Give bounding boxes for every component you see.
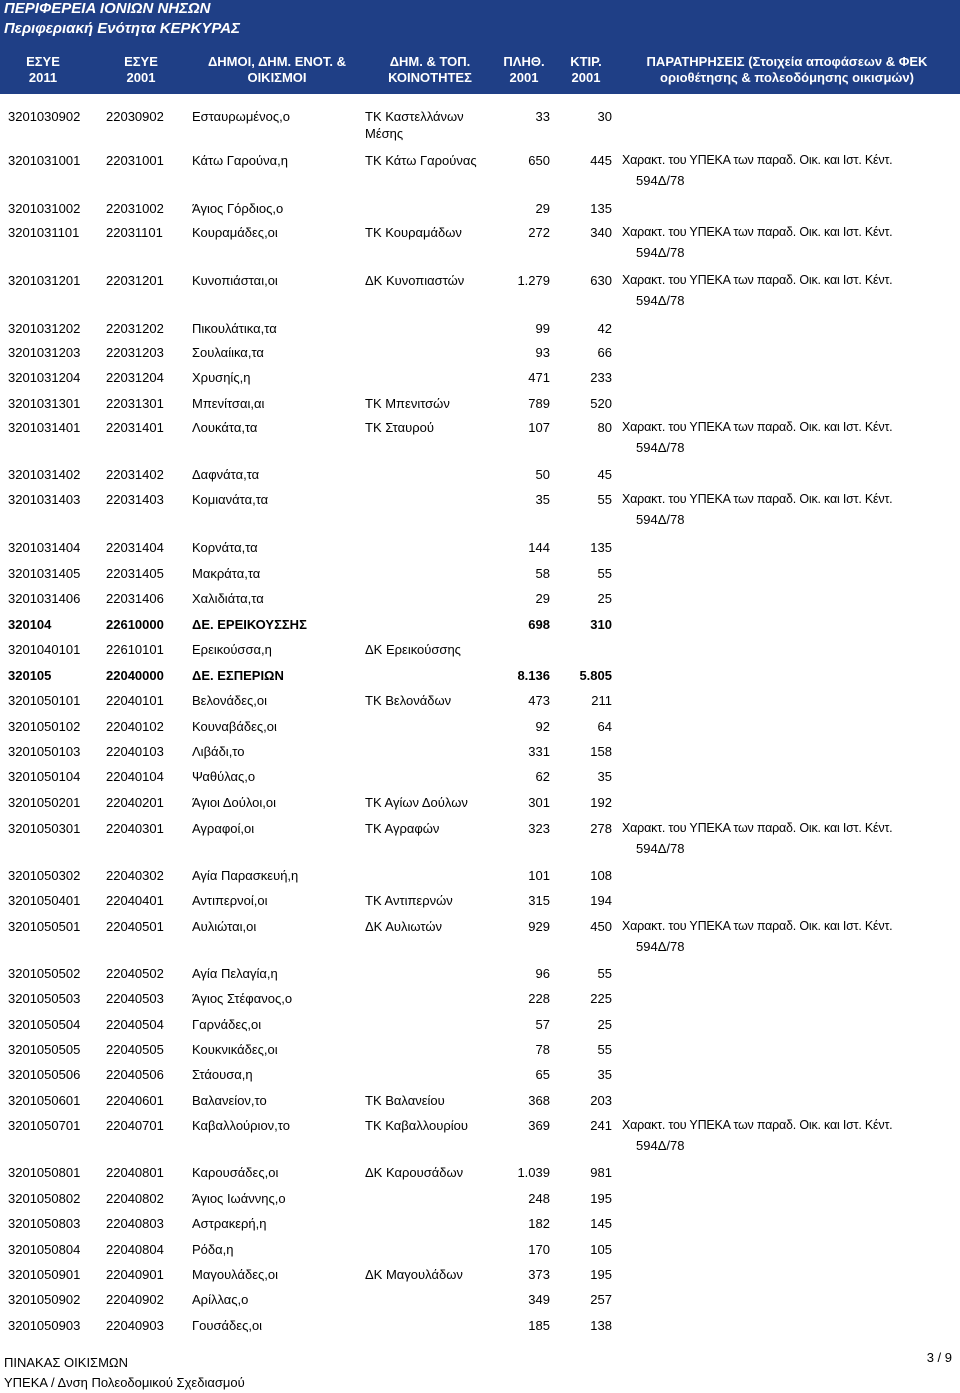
settlement-name: Γουσάδες,οι: [192, 1318, 263, 1333]
remarks-note: [622, 224, 952, 261]
settlement-name: ΔΕ. ΕΡΕΙΚΟΥΣΣΗΣ: [192, 617, 307, 632]
population-2001: 373: [528, 1267, 550, 1282]
remarks-note-ref: 594Δ/78: [636, 173, 685, 188]
settlement-code-2001: 22031301: [106, 396, 164, 411]
settlement-code-2011: 3201050901: [8, 1267, 81, 1282]
page-footer: [0, 1350, 960, 1393]
settlement-code-2001: 22031202: [106, 321, 164, 336]
buildings-2001: 192: [590, 795, 612, 810]
population-2001: 272: [528, 225, 550, 240]
settlement-code-2011: 3201031403: [8, 492, 81, 507]
settlement-code-2001: 22610000: [106, 617, 164, 632]
remarks-note: [622, 491, 952, 528]
settlement-code-2011: 3201031201: [8, 273, 81, 288]
buildings-2001: 225: [590, 991, 612, 1006]
settlement-code-2011: 3201040101: [8, 642, 81, 657]
settlement-code-2001: 22040901: [106, 1267, 164, 1282]
buildings-2001: 55: [597, 1042, 612, 1057]
settlement-code-2011: 3201031203: [8, 345, 81, 360]
buildings-2001: 194: [590, 893, 612, 908]
remarks-note-text: Χαρακτ. του ΥΠΕΚΑ των παραδ. Οικ. και Ιστ. Κέντ.: [622, 225, 893, 239]
column-header-esye-2011: ΕΣΥΕ 2011: [26, 54, 60, 85]
settlement-code-2001: 22040701: [106, 1118, 164, 1133]
remarks-note-ref: 594Δ/78: [636, 1138, 685, 1153]
settlement-code-2011: 3201031402: [8, 467, 81, 482]
remarks-note: [622, 1117, 952, 1154]
population-2001: 99: [535, 321, 550, 336]
settlement-name: Αυλιώται,οι: [192, 919, 257, 934]
settlement-code-2001: 22031001: [106, 153, 164, 168]
buildings-2001: 30: [597, 109, 612, 124]
settlement-name: Άγιος Γόρδιος,ο: [192, 201, 284, 216]
population-2001: 29: [535, 201, 550, 216]
buildings-2001: 195: [590, 1191, 612, 1206]
region-title: ΠΕΡΙΦΕΡΕΙΑ ΙΟΝΙΩΝ ΝΗΣΩΝ: [4, 0, 211, 17]
population-2001: 33: [535, 109, 550, 124]
remarks-note: [622, 820, 952, 857]
settlement-name: Άγιος Ιωάννης,ο: [192, 1191, 286, 1206]
population-2001: 368: [528, 1093, 550, 1108]
settlement-name: Αγραφοί,οι: [192, 821, 255, 836]
settlement-code-2011: 3201031101: [8, 225, 80, 240]
settlement-code-2001: 22040401: [106, 893, 164, 908]
settlement-code-2011: 3201050401: [8, 893, 81, 908]
population-2001: 331: [528, 744, 550, 759]
settlement-code-2011: 3201031202: [8, 321, 81, 336]
community-name: ΤΚ Κάτω Γαρούνας: [365, 153, 477, 168]
settlement-name: Ερεικούσσα,η: [192, 642, 272, 657]
population-2001: 315: [528, 893, 550, 908]
header-banner: [0, 0, 960, 44]
settlement-code-2011: 3201050903: [8, 1318, 81, 1333]
remarks-note-text: Χαρακτ. του ΥΠΕΚΑ των παραδ. Οικ. και Ιστ. Κέντ.: [622, 420, 893, 434]
settlement-name: Κυνοπιάσται,οι: [192, 273, 278, 288]
settlement-code-2001: 22031201: [106, 273, 164, 288]
remarks-note-ref: 594Δ/78: [636, 440, 685, 455]
settlement-code-2011: 3201050501: [8, 919, 81, 934]
buildings-2001: 981: [590, 1165, 612, 1180]
settlement-code-2001: 22031406: [106, 591, 164, 606]
settlement-name: Σουλαίικα,τα: [192, 345, 264, 360]
remarks-note: [622, 272, 952, 309]
settlement-name: Λιβάδι,το: [192, 744, 245, 759]
settlement-name: Στάουσα,η: [192, 1067, 253, 1082]
remarks-note-ref: 594Δ/78: [636, 245, 685, 260]
settlement-code-2011: 3201050902: [8, 1292, 81, 1307]
buildings-2001: 233: [590, 370, 612, 385]
population-2001: 789: [528, 396, 550, 411]
buildings-2001: 25: [597, 591, 612, 606]
settlement-code-2001: 22031405: [106, 566, 164, 581]
page-number: 3 / 9: [926, 1350, 952, 1365]
population-2001: 62: [535, 769, 550, 784]
settlement-code-2011: 3201050301: [8, 821, 81, 836]
buildings-2001: 55: [597, 566, 612, 581]
settlement-code-2011: 3201050701: [8, 1118, 81, 1133]
population-2001: 144: [528, 540, 550, 555]
buildings-2001: 203: [590, 1093, 612, 1108]
settlement-code-2001: 22040000: [106, 668, 164, 683]
remarks-note-text: Χαρακτ. του ΥΠΕΚΑ των παραδ. Οικ. και Ιστ. Κέντ.: [622, 153, 893, 167]
buildings-2001: 310: [590, 617, 612, 632]
buildings-2001: 195: [590, 1267, 612, 1282]
settlement-code-2001: 22040501: [106, 919, 164, 934]
settlement-name: Ρόδα,η: [192, 1242, 234, 1257]
remarks-note-text: Χαρακτ. του ΥΠΕΚΑ των παραδ. Οικ. και Ιστ. Κέντ.: [622, 1118, 893, 1132]
remarks-note: [622, 152, 952, 189]
buildings-2001: 340: [590, 225, 612, 240]
population-2001: 29: [535, 591, 550, 606]
settlement-code-2001: 22610101: [106, 642, 164, 657]
settlement-name: Κουραμάδες,οι: [192, 225, 278, 240]
settlement-code-2001: 22031403: [106, 492, 164, 507]
settlement-name: ΔΕ. ΕΣΠΕΡΙΩΝ: [192, 668, 284, 683]
population-2001: 96: [535, 966, 550, 981]
population-2001: 323: [528, 821, 550, 836]
buildings-2001: 25: [597, 1017, 612, 1032]
settlement-name: Ψαθύλας,ο: [192, 769, 256, 784]
population-2001: 50: [535, 467, 550, 482]
population-2001: 65: [535, 1067, 550, 1082]
population-2001: 107: [528, 420, 550, 435]
settlement-code-2001: 22040302: [106, 868, 164, 883]
settlement-code-2001: 22040803: [106, 1216, 164, 1231]
column-header-buildings: ΚΤΙΡ. 2001: [570, 54, 602, 85]
buildings-2001: 145: [590, 1216, 612, 1231]
buildings-2001: 108: [590, 868, 612, 883]
settlement-code-2001: 22040902: [106, 1292, 164, 1307]
settlement-code-2001: 22031401: [106, 420, 164, 435]
population-2001: 369: [528, 1118, 550, 1133]
settlement-name: Γαρνάδες,οι: [192, 1017, 262, 1032]
settlement-code-2011: 3201050803: [8, 1216, 81, 1231]
buildings-2001: 135: [590, 540, 612, 555]
community-name: ΤΚ Κουραμάδων: [365, 225, 462, 240]
settlement-code-2011: 3201050503: [8, 991, 81, 1006]
settlement-name: Αρίλλας,ο: [192, 1292, 249, 1307]
population-2001: 650: [528, 153, 550, 168]
settlement-code-2011: 3201031204: [8, 370, 81, 385]
buildings-2001: 445: [590, 153, 612, 168]
settlement-name: Πικουλάτικα,τα: [192, 321, 277, 336]
remarks-note: [622, 918, 952, 955]
community-name: ΔΚ Ερεικούσσης: [365, 642, 461, 657]
remarks-note-ref: 594Δ/78: [636, 293, 685, 308]
settlement-name: Χαλιδιάτα,τα: [192, 591, 264, 606]
buildings-2001: 105: [590, 1242, 612, 1257]
population-2001: 78: [535, 1042, 550, 1057]
settlement-code-2011: 3201050302: [8, 868, 81, 883]
settlement-code-2011: 3201031001: [8, 153, 81, 168]
buildings-2001: 520: [590, 396, 612, 411]
population-2001: 1.039: [517, 1165, 550, 1180]
column-header-remarks: ΠΑΡΑΤΗΡΗΣΕΙΣ (Στοιχεία αποφάσεων & ΦΕΚ οριοθέτησης & πολεοδόμησης οικισμών): [646, 54, 928, 85]
population-2001: 93: [535, 345, 550, 360]
buildings-2001: 45: [597, 467, 612, 482]
settlement-name: Μπενίτσαι,αι: [192, 396, 265, 411]
settlement-code-2011: 3201050505: [8, 1042, 81, 1057]
community-name: ΤΚ Βελονάδων: [365, 693, 452, 708]
column-header-population: ΠΛΗΘ. 2001: [503, 54, 545, 85]
settlement-code-2001: 22031402: [106, 467, 164, 482]
settlement-name: Μακράτα,τα: [192, 566, 261, 581]
settlement-name: Αγία Πελαγία,η: [192, 966, 278, 981]
settlement-code-2011: 3201050201: [8, 795, 81, 810]
settlement-code-2001: 22040104: [106, 769, 164, 784]
remarks-note-ref: 594Δ/78: [636, 841, 685, 856]
community-name: ΔΚ Μαγουλάδων: [365, 1267, 463, 1282]
column-header-row: [0, 44, 960, 94]
column-header-municipalities: ΔΗΜΟΙ, ΔΗΜ. ΕΝΟΤ. & ΟΙΚΙΣΜΟΙ: [207, 54, 347, 85]
settlement-code-2011: 3201050506: [8, 1067, 81, 1082]
settlement-code-2011: 3201030902: [8, 109, 81, 124]
settlement-name: Καρουσάδες,οι: [192, 1165, 279, 1180]
settlement-name: Κορνάτα,τα: [192, 540, 258, 555]
population-2001: 471: [528, 370, 550, 385]
buildings-2001: 630: [590, 273, 612, 288]
column-header-communities: ΔΗΜ. & ΤΟΠ. ΚΟΙΝΟΤΗΤΕΣ: [388, 54, 472, 85]
settlement-code-2001: 22040504: [106, 1017, 164, 1032]
remarks-note-text: Χαρακτ. του ΥΠΕΚΑ των παραδ. Οικ. και Ιστ. Κέντ.: [622, 821, 893, 835]
buildings-2001: 257: [590, 1292, 612, 1307]
community-name: ΤΚ Καστελλάνων Μέσης: [365, 109, 464, 141]
population-2001: 92: [535, 719, 550, 734]
settlement-name: Χρυσηίς,η: [192, 370, 251, 385]
buildings-2001: 135: [590, 201, 612, 216]
remarks-note-ref: 594Δ/78: [636, 512, 685, 527]
settlement-code-2011: 3201050104: [8, 769, 81, 784]
community-name: ΤΚ Μπενιτσών: [365, 396, 450, 411]
settlement-name: Αγία Παρασκευή,η: [192, 868, 299, 883]
buildings-2001: 35: [597, 1067, 612, 1082]
buildings-2001: 5.805: [579, 668, 612, 683]
settlement-name: Αστρακερή,η: [192, 1216, 267, 1231]
population-2001: 57: [535, 1017, 550, 1032]
buildings-2001: 241: [590, 1118, 612, 1133]
buildings-2001: 35: [597, 769, 612, 784]
community-name: ΔΚ Κυνοπιαστών: [365, 273, 465, 288]
settlement-code-2011: 3201050601: [8, 1093, 81, 1108]
settlement-code-2001: 22040101: [106, 693, 164, 708]
settlement-name: Εσταυρωμένος,ο: [192, 109, 290, 124]
settlement-code-2001: 22040804: [106, 1242, 164, 1257]
settlement-code-2011: 3201031301: [8, 396, 81, 411]
community-name: ΤΚ Βαλανείου: [365, 1093, 445, 1108]
settlement-code-2011: 3201050102: [8, 719, 81, 734]
settlement-code-2001: 22031404: [106, 540, 164, 555]
settlement-name: Άγιοι Δούλοι,οι: [192, 795, 277, 810]
buildings-2001: 158: [590, 744, 612, 759]
settlement-code-2001: 22040201: [106, 795, 164, 810]
settlement-code-2001: 22031101: [106, 225, 163, 240]
remarks-note-text: Χαρακτ. του ΥΠΕΚΑ των παραδ. Οικ. και Ιστ. Κέντ.: [622, 273, 893, 287]
buildings-2001: 55: [597, 966, 612, 981]
settlement-code-2001: 22040601: [106, 1093, 164, 1108]
settlement-name: Κάτω Γαρούνα,η: [192, 153, 289, 168]
settlement-name: Κουκνικάδες,οι: [192, 1042, 278, 1057]
buildings-2001: 138: [590, 1318, 612, 1333]
remarks-note: [622, 419, 952, 456]
settlement-code-2011: 3201050103: [8, 744, 81, 759]
population-2001: 698: [528, 617, 550, 632]
community-name: ΤΚ Αγίων Δούλων: [365, 795, 468, 810]
population-2001: 228: [528, 991, 550, 1006]
settlement-code-2011: 3201050802: [8, 1191, 81, 1206]
settlement-code-2001: 22031002: [106, 201, 164, 216]
settlement-code-2001: 22040802: [106, 1191, 164, 1206]
settlement-code-2001: 22040505: [106, 1042, 164, 1057]
settlement-code-2011: 3201050801: [8, 1165, 81, 1180]
population-2001: 349: [528, 1292, 550, 1307]
population-2001: 1.279: [517, 273, 550, 288]
settlement-code-2011: 3201031404: [8, 540, 81, 555]
settlement-code-2001: 22040903: [106, 1318, 164, 1333]
footer-department: ΥΠΕΚΑ / Δνση Πολεοδομικού Σχεδιασμού: [4, 1375, 245, 1390]
settlement-code-2001: 22040506: [106, 1067, 164, 1082]
settlement-name: Αντιπερνοί,οι: [192, 893, 268, 908]
settlement-code-2001: 22040102: [106, 719, 164, 734]
settlement-name: Καβαλλούριον,το: [192, 1118, 290, 1133]
population-2001: 929: [528, 919, 550, 934]
community-name: ΔΚ Αυλιωτών: [365, 919, 442, 934]
settlement-code-2011: 3201050504: [8, 1017, 81, 1032]
buildings-2001: 211: [591, 693, 612, 708]
prefecture-subtitle: Περιφεριακή Ενότητα ΚΕΡΚΥΡΑΣ: [4, 20, 240, 37]
footer-table-name: ΠΙΝΑΚΑΣ ΟΙΚΙΣΜΩΝ: [4, 1355, 129, 1370]
community-name: ΤΚ Σταυρού: [365, 420, 434, 435]
settlement-code-2001: 22031203: [106, 345, 164, 360]
buildings-2001: 80: [597, 420, 612, 435]
remarks-note-text: Χαρακτ. του ΥΠΕΚΑ των παραδ. Οικ. και Ιστ. Κέντ.: [622, 492, 893, 506]
settlement-code-2001: 22040301: [106, 821, 164, 836]
remarks-note-ref: 594Δ/78: [636, 939, 685, 954]
population-2001: 101: [528, 868, 550, 883]
buildings-2001: 64: [597, 719, 612, 734]
population-2001: 35: [535, 492, 550, 507]
community-name: ΤΚ Αγραφών: [365, 821, 440, 836]
column-header-esye-2001: ΕΣΥΕ 2001: [124, 54, 158, 85]
settlement-code-2001: 22030902: [106, 109, 164, 124]
settlement-code-2011: 3201031002: [8, 201, 81, 216]
community-name: ΤΚ Αντιπερνών: [365, 893, 453, 908]
settlement-name: Βαλανείον,το: [192, 1093, 267, 1108]
population-2001: 8.136: [517, 668, 550, 683]
population-2001: 58: [535, 566, 550, 581]
population-2001: 301: [528, 795, 550, 810]
buildings-2001: 55: [597, 492, 612, 507]
settlement-name: Κομιανάτα,τα: [192, 492, 269, 507]
population-2001: 185: [528, 1318, 550, 1333]
community-name: ΔΚ Καρουσάδων: [365, 1165, 464, 1180]
population-2001: 248: [528, 1191, 550, 1206]
settlement-name: Λουκάτα,τα: [192, 420, 258, 435]
settlement-name: Άγιος Στέφανος,ο: [192, 991, 293, 1006]
settlement-code-2011: 3201050101: [8, 693, 81, 708]
settlement-code-2011: 3201050804: [8, 1242, 81, 1257]
community-name: ΤΚ Καβαλλουρίου: [365, 1118, 469, 1133]
settlement-code-2011: 320104: [8, 617, 52, 632]
settlement-code-2011: 3201031406: [8, 591, 81, 606]
settlement-code-2001: 22031204: [106, 370, 164, 385]
buildings-2001: 278: [590, 821, 612, 836]
buildings-2001: 450: [590, 919, 612, 934]
settlement-code-2001: 22040801: [106, 1165, 164, 1180]
settlement-name: Βελονάδες,οι: [192, 693, 268, 708]
settlement-code-2001: 22040503: [106, 991, 164, 1006]
settlement-code-2001: 22040103: [106, 744, 164, 759]
population-2001: 182: [528, 1216, 550, 1231]
settlement-code-2011: 3201031405: [8, 566, 81, 581]
buildings-2001: 66: [597, 345, 612, 360]
buildings-2001: 42: [597, 321, 612, 336]
settlement-name: Δαφνάτα,τα: [192, 467, 260, 482]
population-2001: 473: [528, 693, 550, 708]
remarks-note-text: Χαρακτ. του ΥΠΕΚΑ των παραδ. Οικ. και Ιστ. Κέντ.: [622, 919, 893, 933]
settlement-name: Μαγουλάδες,οι: [192, 1267, 279, 1282]
population-2001: 170: [528, 1242, 550, 1257]
settlement-code-2011: 320105: [8, 668, 52, 683]
settlement-code-2011: 3201031401: [8, 420, 81, 435]
settlement-code-2001: 22040502: [106, 966, 164, 981]
settlement-code-2011: 3201050502: [8, 966, 81, 981]
settlement-name: Κουναβάδες,οι: [192, 719, 277, 734]
